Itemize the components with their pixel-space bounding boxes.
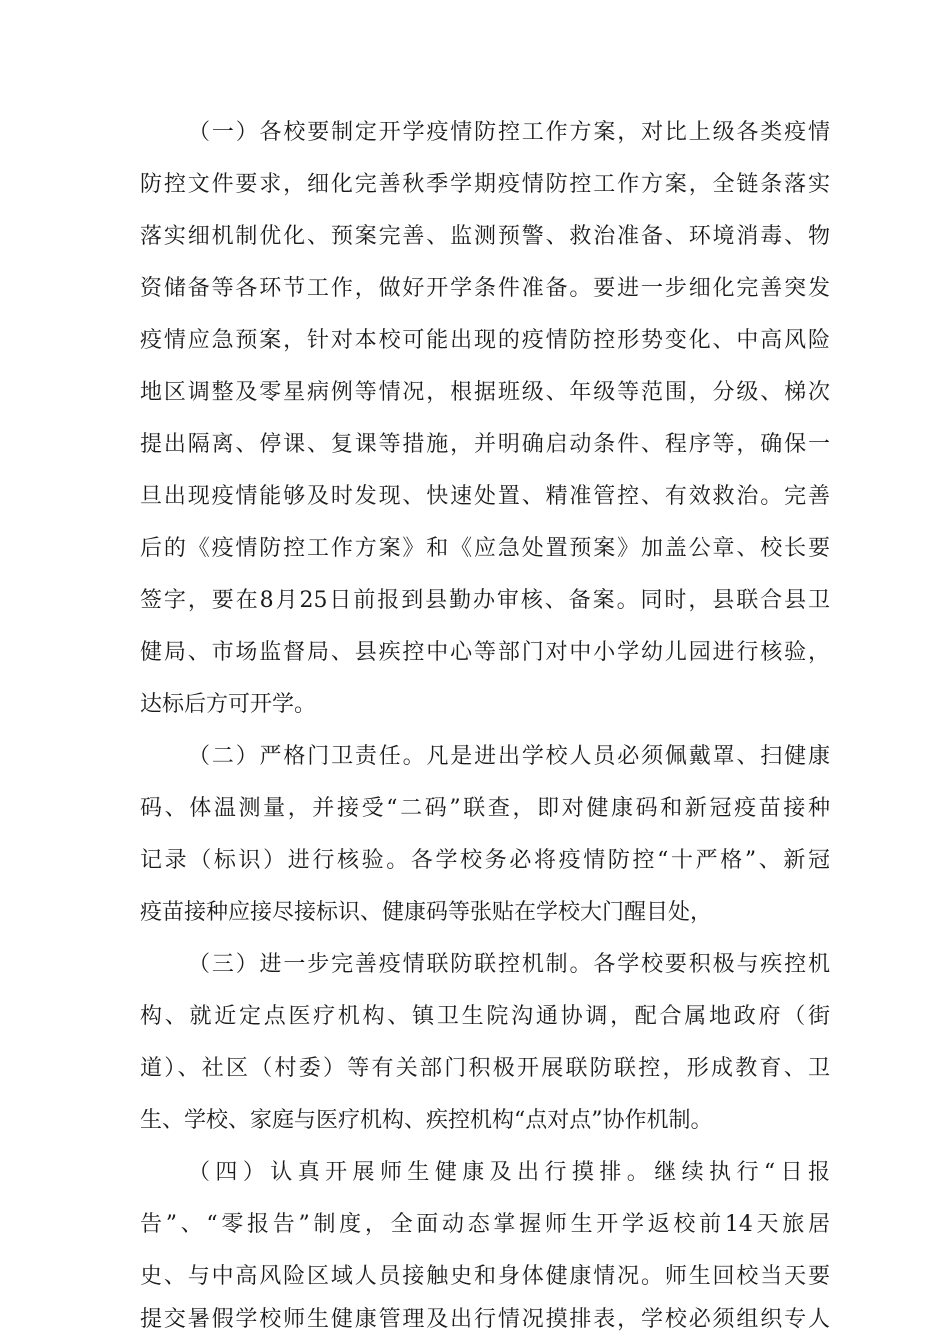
paragraph-line: 旦出现疫情能够及时发现、快速处置、精准管控、有效救治。完善 [140,484,830,509]
paragraph-line: 健局、市场监督局、县疾控中心等部门对中小学幼儿园进行核验， [140,640,830,665]
paragraph-line: 后的《疫情防控工作方案》和《应急处置预案》加盖公章、校长要 [140,536,830,561]
paragraph-line: （一）各校要制定开学疫情防控工作方案，对比上级各类疫情 [188,120,830,145]
paragraph-line: （四）认真开展师生健康及出行摸排。继续执行“日报 [188,1160,830,1185]
paragraph-line: （三）进一步完善疫情联防联控机制。各学校要积极与疾控机 [188,952,830,977]
paragraph-line: 签字，要在8月25日前报到县勤办审核、备案。同时，县联合县卫 [140,588,830,613]
paragraph-line: 落实细机制优化、预案完善、监测预警、救治准备、环境消毒、物 [140,224,830,249]
paragraph-line: 提出隔离、停课、复课等措施，并明确启动条件、程序等，确保一 [140,432,830,457]
paragraph-line: 防控文件要求，细化完善秋季学期疫情防控工作方案，全链条落实 [140,172,830,197]
paragraph-line: 提交暑假学校师生健康管理及出行情况摸排表，学校必须组织专人 [140,1307,830,1332]
paragraph-line: 道）、社区（村委）等有关部门积极开展联防联控，形成教育、卫 [140,1056,830,1081]
paragraph-line: 资储备等各环节工作，做好开学条件准备。要进一步细化完善突发 [140,276,830,301]
paragraph-line: 码、体温测量，并接受“二码”联查，即对健康码和新冠疫苗接种 [140,796,830,821]
paragraph-line: 疫情应急预案，针对本校可能出现的疫情防控形势变化、中高风险 [140,328,830,353]
paragraph-line: 史、与中高风险区域人员接触史和身体健康情况。师生回校当天要 [140,1264,830,1289]
paragraph-line: 记录（标识）进行核验。各学校务必将疫情防控“十严格”、新冠 [140,848,830,873]
paragraph-line: 达标后方可开学。 [140,692,317,717]
paragraph-line: 生、学校、家庭与医疗机构、疾控机构“点对点”协作机制。 [140,1108,713,1133]
paragraph-line: 疫苗接种应接尽接标识、健康码等张贴在学校大门醒目处， [140,900,713,925]
paragraph-line: 地区调整及零星病例等情况，根据班级、年级等范围，分级、梯次 [140,380,830,405]
paragraph-line: 告”、“零报告”制度，全面动态掌握师生开学返校前14天旅居 [140,1212,830,1237]
paragraph-line: 构、就近定点医疗机构、镇卫生院沟通协调，配合属地政府（街 [140,1004,830,1029]
paragraph-line: （二）严格门卫责任。凡是进出学校人员必须佩戴罩、扫健康 [188,744,830,769]
